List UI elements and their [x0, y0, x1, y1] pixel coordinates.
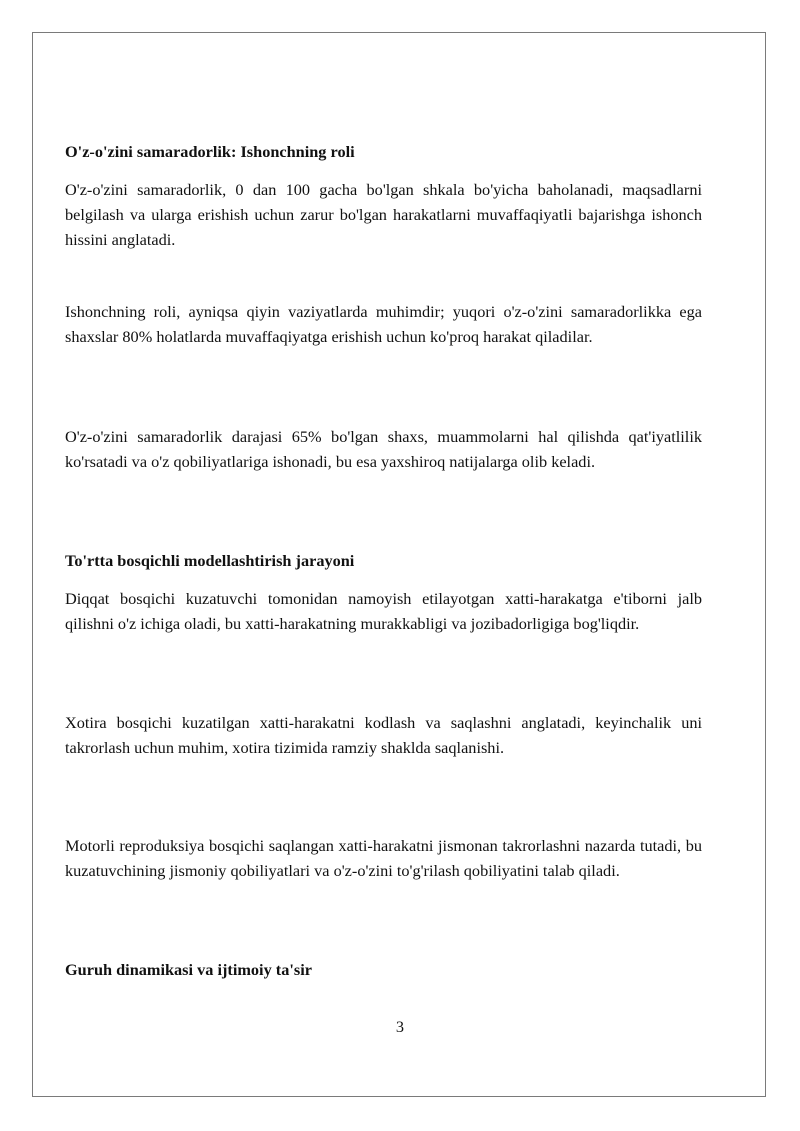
paragraph-self-efficacy-level: O'z-o'zini samaradorlik darajasi 65% bo'lgan shaxs, muammolarni hal qilishda qat'iyatlilik ko'rsatadi va o'z qobiliyatlariga ishonadi, bu esa yaxshiroq natijalarga olib keladi.	[65, 427, 702, 471]
paragraph-motor-reproduction-stage: Motorli reproduksiya bosqichi saqlangan xatti-harakatni jismonan takrorlashni nazarda tutadi, bu kuzatuvchining jismoniy qobiliyatlari va o'z-o'zini to'g'rilash qobiliyatini talab qiladi.	[65, 836, 702, 880]
section-heading-self-efficacy: O'z-o'zini samaradorlik: Ishonchning roli	[65, 142, 355, 161]
paragraph-self-efficacy-definition: O'z-o'zini samaradorlik, 0 dan 100 gacha bo'lgan shkala bo'yicha baholanadi, maqsadlarni belgilash va ularga erishish uchun zarur bo'lgan harakatlarni muvaffaqiyatli bajarishga ishonch hissini anglatadi.	[65, 180, 702, 249]
paragraph-memory-stage: Xotira bosqichi kuzatilgan xatti-harakatni kodlash va saqlashni anglatadi, keyinchalik uni takrorlash uchun muhim, xotira tizimida ramziy shaklda saqlanishi.	[65, 713, 702, 757]
section-heading-group-dynamics: Guruh dinamikasi va ijtimoiy ta'sir	[65, 960, 312, 979]
paragraph-attention-stage: Diqqat bosqichi kuzatuvchi tomonidan namoyish etilayotgan xatti-harakatga e'tiborni jalb qilishni o'z ichiga oladi, bu xatti-harakatning murakkabligi va jozibadorligiga bog'liqdir.	[65, 589, 702, 633]
page-number: 3	[395, 1017, 405, 1036]
paragraph-role-of-confidence: Ishonchning roli, ayniqsa qiyin vaziyatlarda muhimdir; yuqori o'z-o'zini samaradorlikka ega shaxslar 80% holatlarda muvaffaqiyatga erishish uchun ko'proq harakat qiladilar.	[65, 302, 702, 346]
section-heading-modeling-process: To'rtta bosqichli modellashtirish jarayoni	[65, 551, 355, 570]
